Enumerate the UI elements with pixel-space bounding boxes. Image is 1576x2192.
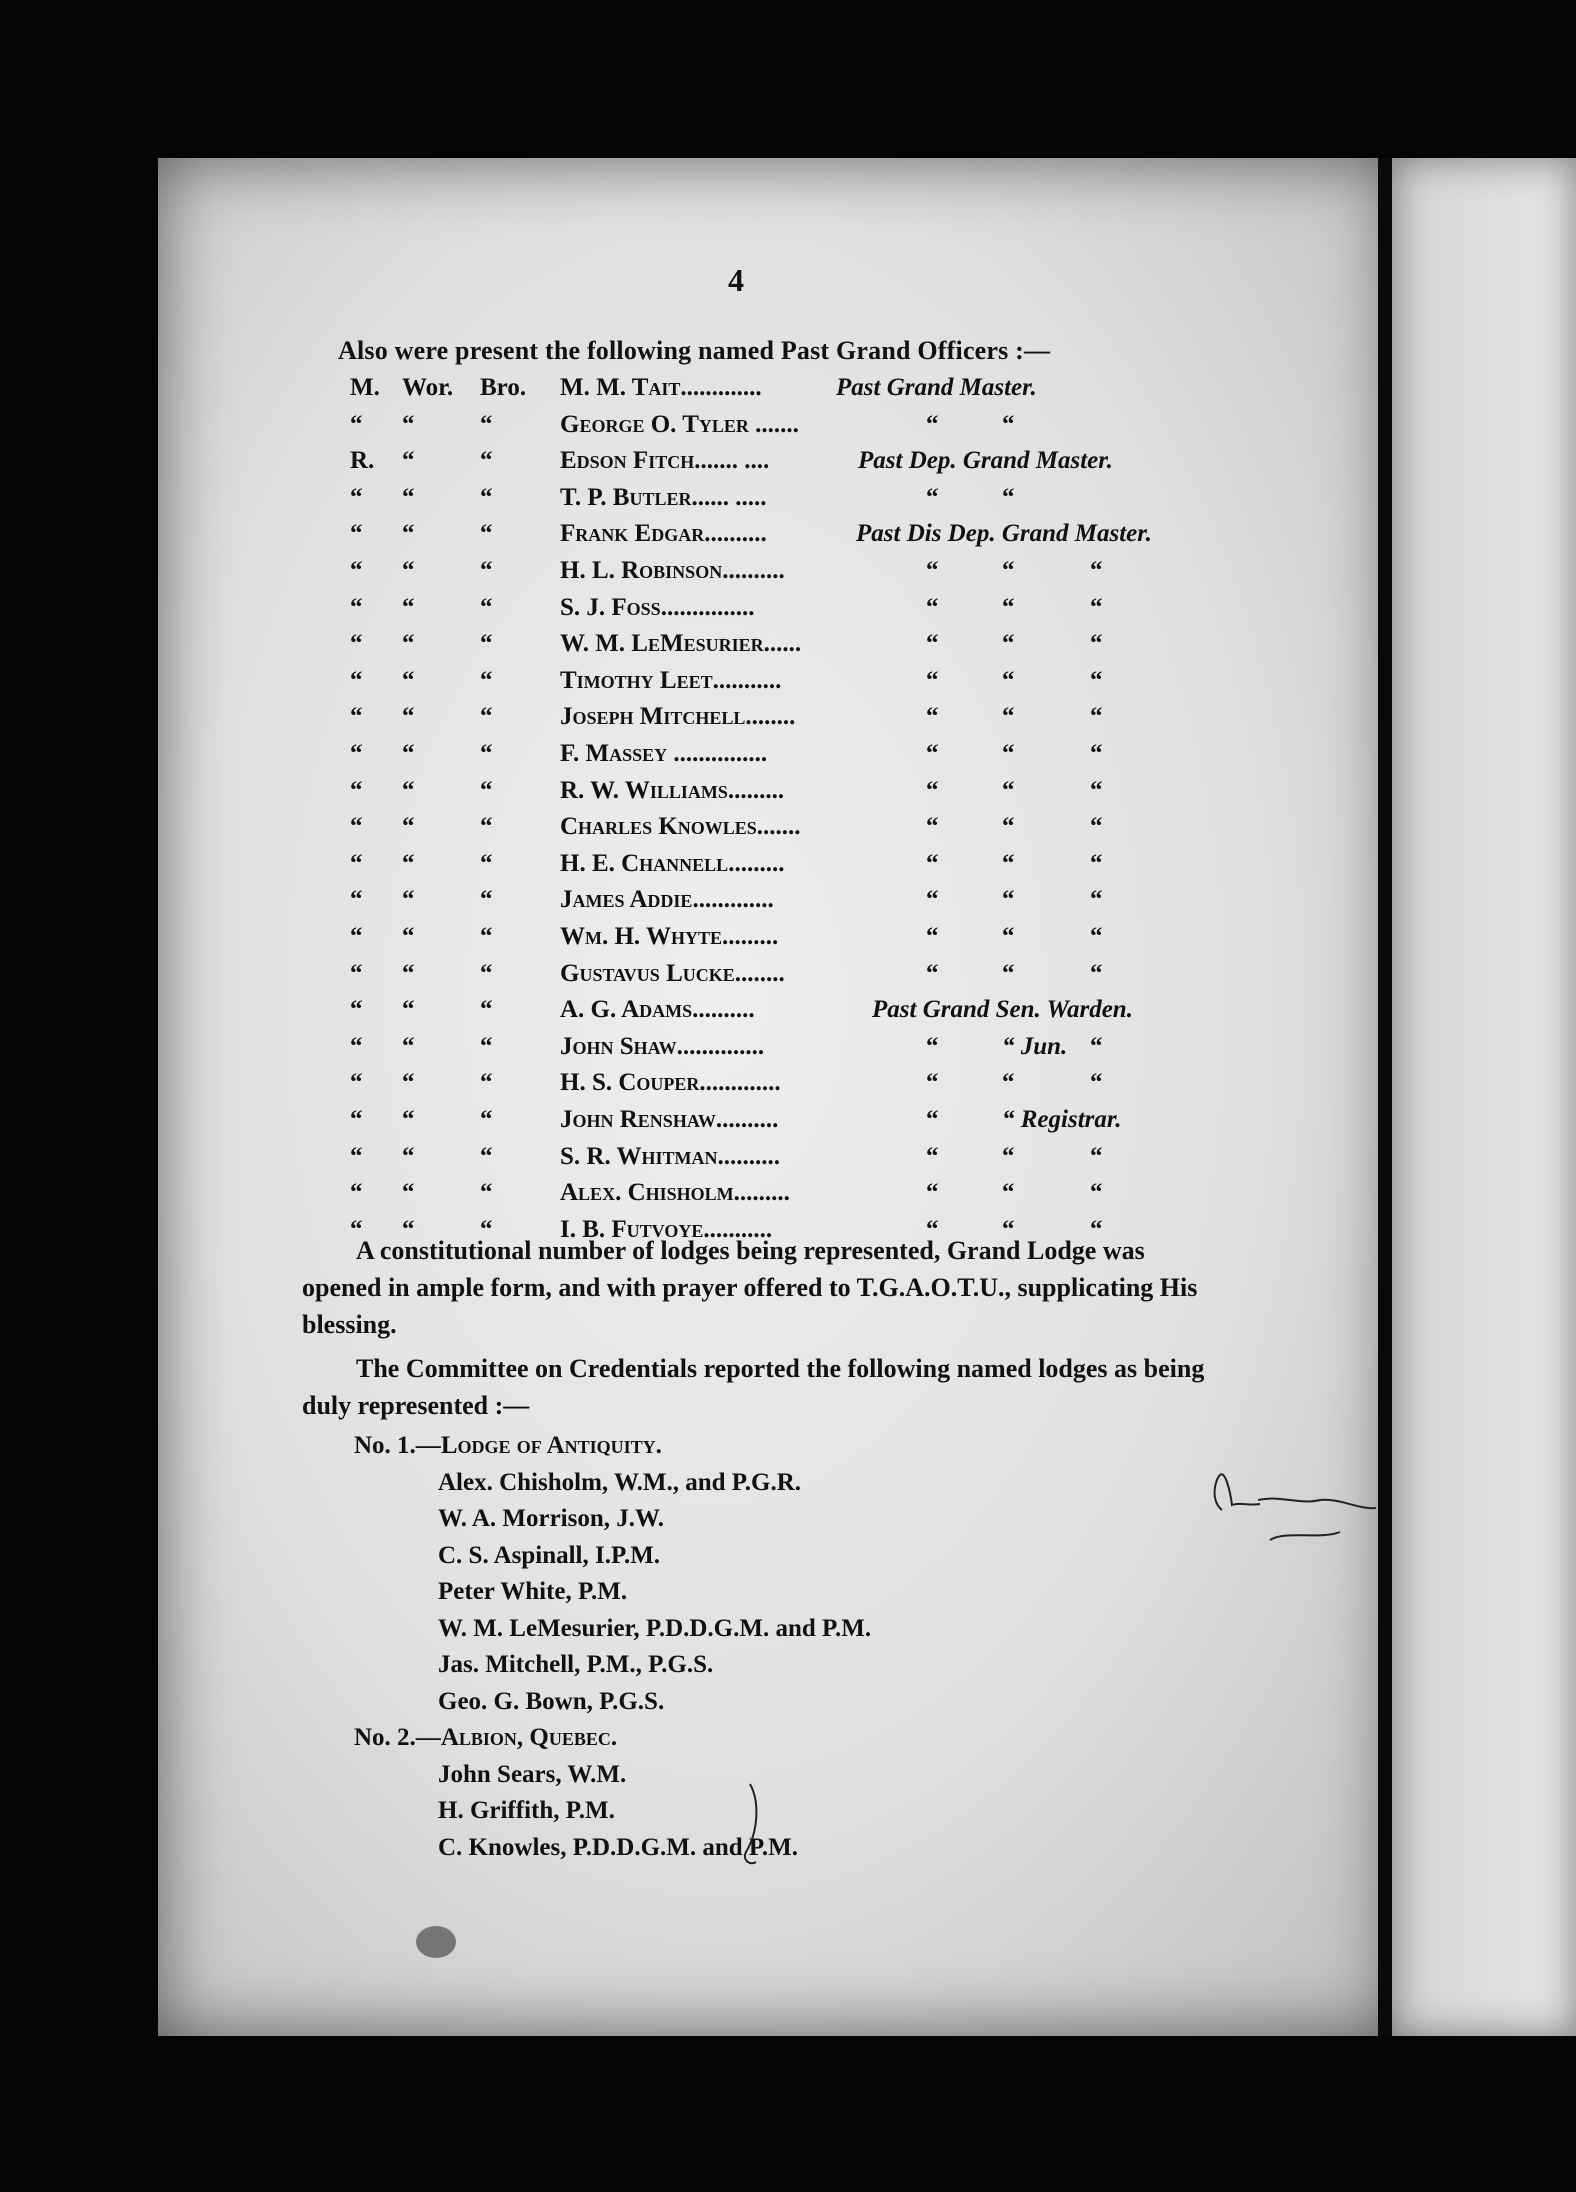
officer-name: R. W. Williams......... (560, 776, 785, 804)
lodge-member: W. A. Morrison, J.W. (438, 1505, 664, 1532)
rank-cell: “ (350, 849, 363, 877)
ditto-mark: “ (1002, 849, 1015, 877)
officer-name: W. M. LeMesurier...... (560, 630, 802, 658)
degree-cell: “ (402, 593, 415, 621)
ditto-mark: “ (1090, 776, 1103, 804)
officer-name: Gustavus Lucke........ (560, 959, 785, 987)
rank-cell: “ (350, 1142, 363, 1170)
lodge-member: W. M. LeMesurier, P.D.D.G.M. and P.M. (438, 1614, 872, 1642)
ditto-mark: “ (1002, 1069, 1015, 1097)
rank-cell: “ (350, 593, 363, 621)
rank-cell: “ (350, 996, 363, 1024)
ditto-mark: “ (1002, 557, 1015, 584)
ditto-mark: “ (1090, 1215, 1103, 1243)
ditto-mark: “ (1090, 593, 1103, 621)
degree-cell: “ (402, 776, 415, 804)
degree-cell: “ (402, 1215, 415, 1243)
officer-name: M. M. Tait............. (560, 374, 762, 401)
degree-cell: “ (402, 520, 415, 548)
ditto-mark: “ (1090, 1179, 1103, 1207)
lodge-member: Jas. Mitchell, P.M., P.G.S. (438, 1651, 714, 1678)
lodge-name: Albion, Quebec. (440, 1724, 618, 1751)
degree-cell: “ (402, 1069, 415, 1097)
degree-cell: “ (402, 886, 415, 914)
ditto-mark: “ (1090, 740, 1103, 767)
rank-cell: “ (350, 483, 363, 511)
ditto-mark: “ (1002, 630, 1015, 658)
ditto-mark: “ (1090, 1069, 1103, 1097)
ditto-mark: “ (926, 557, 939, 584)
degree-cell: “ (402, 1142, 415, 1170)
rank-cell: “ (350, 703, 363, 731)
degree-cell: “ (402, 923, 415, 950)
rank-cell: “ (350, 886, 363, 914)
rank-cell: “ (350, 520, 363, 548)
bro-cell: “ (480, 886, 493, 914)
ditto-mark: “ (926, 1069, 939, 1097)
ditto-mark: “ (1090, 886, 1103, 914)
officer-name: John Shaw.............. (560, 1032, 765, 1060)
degree-cell: “ (402, 849, 415, 877)
bro-cell: “ (480, 593, 493, 621)
officer-name: H. E. Channell......... (560, 849, 785, 877)
margin-scribble (1190, 1460, 1380, 1580)
credentials-paragraph (302, 1350, 1222, 1424)
degree-cell: “ (402, 996, 415, 1024)
ditto-mark: “ (926, 1179, 939, 1207)
ditto-mark: “ (926, 593, 939, 621)
bro-cell: Bro. (480, 374, 527, 401)
ditto-mark: “ (926, 1032, 939, 1060)
ditto-mark: “ (1002, 813, 1015, 841)
lodge-heading (354, 1724, 617, 1752)
ditto-mark: “ Jun. (1002, 1032, 1068, 1060)
opening-paragraph (302, 1232, 1222, 1343)
facing-page-edge (1392, 158, 1576, 2036)
rank-cell: “ (350, 1069, 363, 1097)
ditto-mark: “ (926, 410, 939, 438)
lodge-member: H. Griffith, P.M. (438, 1797, 615, 1824)
officer-name: I. B. Futvoye........... (560, 1215, 773, 1243)
ditto-mark: “ (926, 923, 939, 950)
officer-name: F. Massey ............... (560, 740, 768, 767)
lodge-heading (354, 1432, 662, 1460)
degree-cell: “ (402, 410, 415, 438)
bro-cell: “ (480, 666, 493, 694)
officer-name: James Addie............. (560, 886, 774, 914)
rank-cell: R. (350, 447, 375, 475)
officer-name: John Renshaw.......... (560, 1106, 779, 1133)
ditto-mark: “ (1002, 410, 1015, 438)
officer-name: George O. Tyler ....... (560, 410, 799, 438)
officer-name: A. G. Adams.......... (560, 996, 755, 1024)
degree-cell: “ (402, 630, 415, 658)
ditto-mark: “ (926, 1106, 939, 1133)
bro-cell: “ (480, 520, 493, 548)
ditto-mark: “ (1090, 1142, 1103, 1170)
ditto-mark: “ (1002, 740, 1015, 767)
lodge-member: Geo. G. Bown, P.G.S. (438, 1687, 665, 1715)
lodge-member: Alex. Chisholm, W.M., and P.G.R. (438, 1468, 802, 1496)
ditto-mark: “ Registrar. (1002, 1106, 1122, 1133)
bro-cell: “ (480, 923, 493, 950)
ditto-mark: “ (926, 959, 939, 987)
officer-name: Frank Edgar.......... (560, 520, 767, 548)
ditto-mark: “ (926, 740, 939, 767)
ditto-mark: “ (1002, 923, 1015, 950)
ditto-mark: “ (926, 630, 939, 658)
bro-cell: “ (480, 447, 493, 475)
bro-cell: “ (480, 813, 493, 841)
degree-cell: “ (402, 483, 415, 511)
degree-cell: “ (402, 703, 415, 731)
degree-cell: “ (402, 557, 415, 584)
degree-cell: Wor. (402, 374, 454, 401)
rank-cell: “ (350, 776, 363, 804)
officer-name: H. S. Couper............. (560, 1069, 781, 1097)
ditto-mark: “ (1002, 593, 1015, 621)
officer-title: Past Grand Sen. Warden. (872, 996, 1133, 1024)
ditto-mark: “ (1002, 776, 1015, 804)
ditto-mark: “ (1002, 1179, 1015, 1207)
rank-cell: “ (350, 923, 363, 950)
degree-cell: “ (402, 1179, 415, 1207)
ditto-mark: “ (926, 666, 939, 694)
credentials-text: The Committee on Credentials reported the following named lodges as being duly represented :— (302, 1354, 1205, 1420)
ditto-mark: “ (1002, 886, 1015, 914)
bro-cell: “ (480, 776, 493, 804)
bro-cell: “ (480, 1215, 493, 1243)
lodge-member: C. Knowles, P.D.D.G.M. and P.M. (438, 1833, 798, 1861)
degree-cell: “ (402, 447, 415, 475)
degree-cell: “ (402, 666, 415, 694)
lodge-member: C. S. Aspinall, I.P.M. (438, 1541, 661, 1569)
ditto-mark: “ (1090, 666, 1103, 694)
ditto-mark: “ (926, 1142, 939, 1170)
ditto-mark: “ (1002, 666, 1015, 694)
page-gutter (1378, 158, 1392, 2036)
ditto-mark: “ (926, 1215, 939, 1243)
bro-cell: “ (480, 557, 493, 584)
bro-cell: “ (480, 849, 493, 877)
lodge-member: John Sears, W.M. (438, 1760, 627, 1788)
ditto-mark: “ (1090, 630, 1103, 658)
ditto-mark: “ (1090, 923, 1103, 950)
ditto-mark: “ (926, 886, 939, 914)
page-number: 4 (728, 262, 744, 298)
officer-title: Past Grand Master. (836, 374, 1037, 401)
bro-cell: “ (480, 410, 493, 438)
ditto-mark: “ (1002, 483, 1015, 511)
ditto-mark: “ (1090, 849, 1103, 877)
ditto-mark: “ (1090, 959, 1103, 987)
officer-name: Alex. Chisholm......... (560, 1179, 790, 1207)
lodge-number: No. 1.— (354, 1432, 441, 1459)
bro-cell: “ (480, 740, 493, 767)
ink-smudge (402, 1912, 472, 1972)
rank-cell: “ (350, 1215, 363, 1243)
bro-cell: “ (480, 1179, 493, 1207)
officer-name: S. J. Foss............... (560, 593, 755, 621)
rank-cell: “ (350, 666, 363, 694)
rank-cell: “ (350, 410, 363, 438)
rank-cell: “ (350, 1032, 363, 1060)
ditto-mark: “ (1090, 1032, 1103, 1060)
officer-title: Past Dis Dep. Grand Master. (856, 520, 1152, 548)
officer-name: H. L. Robinson.......... (560, 557, 785, 584)
rank-cell: “ (350, 1179, 363, 1207)
bro-cell: “ (480, 1106, 493, 1133)
opening-text: A constitutional number of lodges being represented, Grand Lodge was opened in ample form, and with prayer offered to T.G.A.O.T.U., supplicating His blessing. (302, 1236, 1198, 1339)
intro-line: Also were present the following named Past Grand Officers :— (338, 336, 1051, 365)
lodge-number: No. 2.— (354, 1724, 441, 1751)
officer-name: Edson Fitch....... .... (560, 447, 770, 475)
bro-cell: “ (480, 630, 493, 658)
rank-cell: “ (350, 740, 363, 767)
bro-cell: “ (480, 483, 493, 511)
bro-cell: “ (480, 1142, 493, 1170)
ditto-mark: “ (1002, 1215, 1015, 1243)
degree-cell: “ (402, 1106, 415, 1133)
officer-name: S. R. Whitman.......... (560, 1142, 781, 1170)
officer-name: Timothy Leet........... (560, 666, 782, 694)
rank-cell: “ (350, 630, 363, 658)
ditto-mark: “ (1002, 959, 1015, 987)
bro-cell: “ (480, 1032, 493, 1060)
margin-scribble (738, 1782, 778, 1872)
bro-cell: “ (480, 959, 493, 987)
bro-cell: “ (480, 996, 493, 1024)
rank-cell: “ (350, 813, 363, 841)
officer-name: Charles Knowles....... (560, 813, 801, 841)
ditto-mark: “ (1090, 813, 1103, 841)
degree-cell: “ (402, 959, 415, 987)
ditto-mark: “ (1090, 557, 1103, 584)
officer-name: Wm. H. Whyte......... (560, 923, 779, 950)
degree-cell: “ (402, 813, 415, 841)
ditto-mark: “ (1002, 703, 1015, 731)
rank-cell: “ (350, 959, 363, 987)
officer-name: T. P. Butler...... ..... (560, 483, 767, 511)
ditto-mark: “ (1002, 1142, 1015, 1170)
bro-cell: “ (480, 1069, 493, 1097)
degree-cell: “ (402, 740, 415, 767)
ditto-mark: “ (926, 703, 939, 731)
bro-cell: “ (480, 703, 493, 731)
ditto-mark: “ (926, 849, 939, 877)
lodge-member: Peter White, P.M. (438, 1578, 628, 1605)
officer-title: Past Dep. Grand Master. (858, 447, 1113, 475)
officer-name: Joseph Mitchell........ (560, 703, 796, 731)
rank-cell: M. (350, 374, 380, 401)
lodge-name: Lodge of Antiquity. (440, 1432, 662, 1459)
ditto-mark: “ (926, 813, 939, 841)
ditto-mark: “ (926, 483, 939, 511)
rank-cell: “ (350, 1106, 363, 1133)
ditto-mark: “ (926, 776, 939, 804)
degree-cell: “ (402, 1032, 415, 1060)
ditto-mark: “ (1090, 703, 1103, 731)
rank-cell: “ (350, 557, 363, 584)
